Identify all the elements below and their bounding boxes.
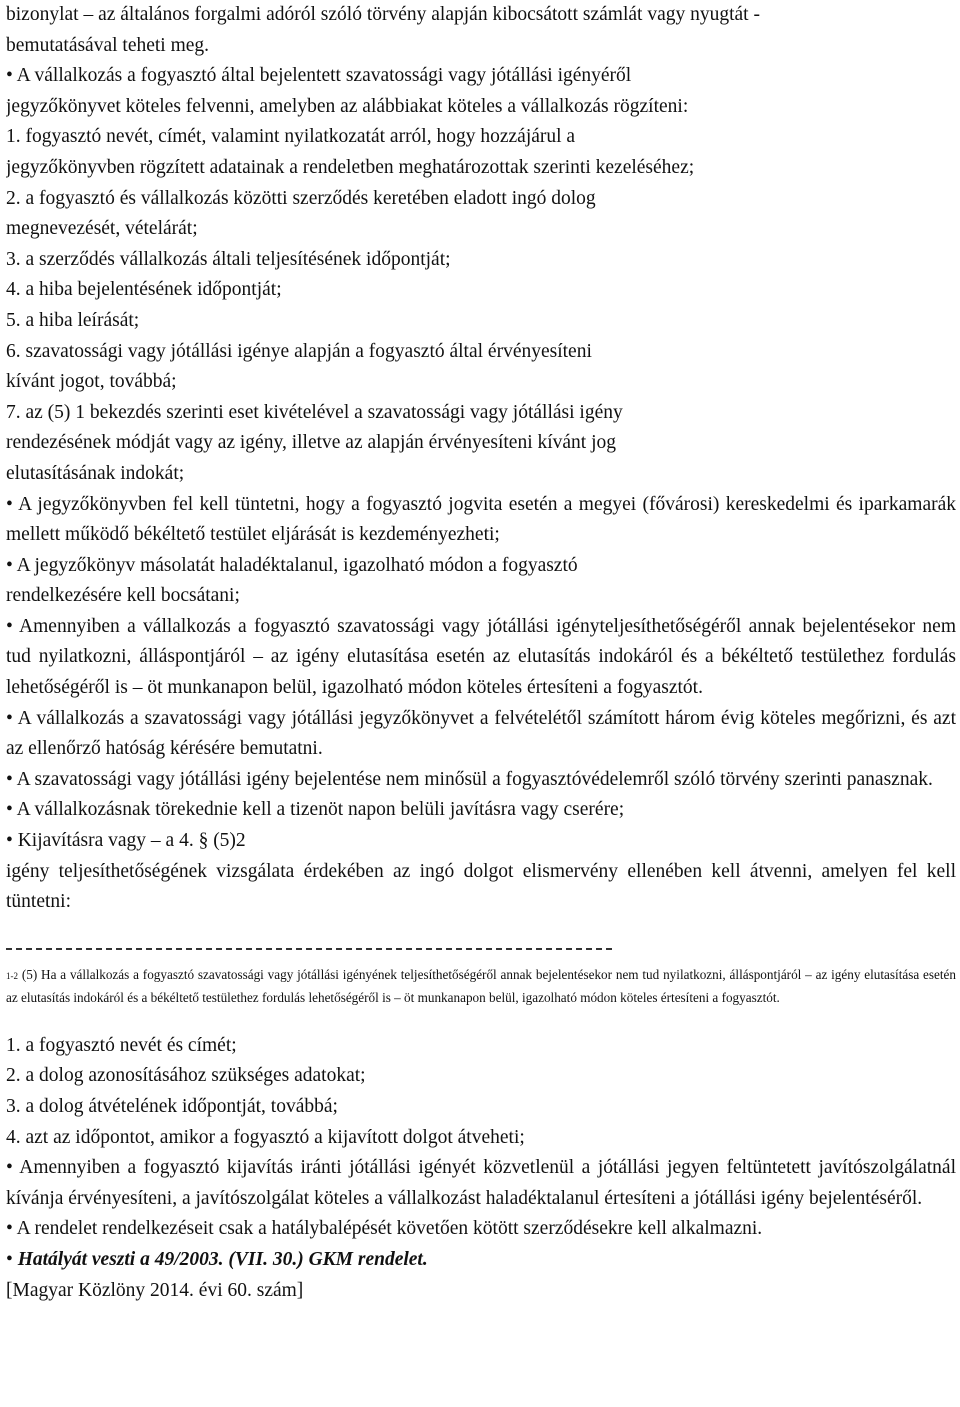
text-line: elutasításának indokát; <box>6 462 185 484</box>
repeal-line <box>6 1245 956 1276</box>
source-citation: [Magyar Közlöny 2014. évi 60. szám] <box>6 1279 304 1301</box>
top-text-block <box>6 0 956 490</box>
bullet-paragraph: • A vállalkozás a szavatossági vagy jótállási jegyzőkönyvet a felvételétől számított három évig köteles megőrizni, és azt az ellenőrző hatóság kérésére bemutatni. <box>6 707 956 760</box>
text-line: kívánt jogot, továbbá; <box>6 371 177 393</box>
footnote <box>6 964 956 1009</box>
text-line: rendezésének módját vagy az igény, illetve az alapján érvényesíteni kívánt jog <box>6 432 617 454</box>
bullet-line: • A vállalkozás a fogyasztó által bejelentett szavatossági vagy jótállási igényéről <box>6 65 632 87</box>
text-line: bizonylat – az általános forgalmi adóról szóló törvény alapján kibocsátott számlát vagy nyugtát - <box>6 4 760 25</box>
bullet-paragraph: • A jegyzőkönyvben fel kell tüntetni, hogy a fogyasztó jogvita esetén a megyei (fővárosi) kereskedelmi és iparkamarák mellett működő békéltető testület eljárását is kezdeményezheti; <box>6 493 956 546</box>
bullet-paragraph: • Amennyiben a vállalkozás a fogyasztó szavatossági vagy jótállási igényteljesíthetőségéről annak bejelentésekor nem tud nyilatkozni, álláspontjáról – az igény elutasítása esetén az elutasítás indokáról és a békéltető testülethez fordulás lehetőségéről is – öt munkanapon belül, igazolható módon köteles értesíteni a fogyasztót. <box>6 615 956 699</box>
bullet-mark: • <box>6 1248 18 1270</box>
bullet-line: • A vállalkozásnak törekednie kell a tizenöt napon belüli javításra vagy cserére; <box>6 799 625 821</box>
footnote-separator <box>6 948 612 950</box>
bullet-block <box>6 490 956 918</box>
text-line: jegyzőkönyvben rögzített adatainak a rendeletben meghatározottak szerinti kezeléséhez; <box>6 156 695 178</box>
list-item-4: 4. a hiba bejelentésének időpontját; <box>6 279 282 301</box>
list-item-2: 2. a fogyasztó és vállalkozás közötti szerződés keretében eladott ingó dolog <box>6 187 596 209</box>
list-item-6: 6. szavatossági vagy jótállási igénye alapján a fogyasztó által érvényesíteni <box>6 340 592 362</box>
list-item-2: 2. a dolog azonosításához szükséges adatokat; <box>6 1065 366 1087</box>
bullet-line: • A jegyzőkönyv másolatát haladéktalanul, igazolható módon a fogyasztó <box>6 554 578 576</box>
bullet-paragraph: • Amennyiben a fogyasztó kijavítás iránti jótállási igényét közvetlenül a jótállási jegyen feltüntetett javítószolgálatnál kívánja érvényesíteni, a javítószolgálat köteles a vállalkozást haladéktalanul értesíteni a jótállási igény bejelentéséről. <box>6 1157 956 1209</box>
text-paragraph: igény teljesíthetőségének vizsgálata érdekében az ingó dolgot elismervény ellenében kell átvenni, amelyen fel kell tüntetni: <box>6 860 956 913</box>
bullet-line: • Kijavításra vagy – a 4. § (5)2 <box>6 830 246 852</box>
text-line: rendelkezésére kell bocsátani; <box>6 585 240 607</box>
text-line: bemutatásával teheti meg. <box>6 34 210 56</box>
text-line: jegyzőkönyvet köteles felvenni, amelyben az alábbiakat köteles a vállalkozás rögzíteni: <box>6 95 689 117</box>
list-item-7: 7. az (5) 1 bekezdés szerinti eset kivételével a szavatossági vagy jótállási igény <box>6 401 623 423</box>
text-line: megnevezését, vételárát; <box>6 218 198 240</box>
repeal-text: Hatályát veszti a 49/2003. (VII. 30.) GKM rendelet. <box>17 1248 428 1270</box>
list-item-5: 5. a hiba leírását; <box>6 309 140 331</box>
footnote-ref: 1-2 <box>6 970 18 981</box>
bullet-paragraph: • A szavatossági vagy jótállási igény bejelentése nem minősül a fogyasztóvédelemről szóló törvény szerinti panasznak. <box>6 768 933 790</box>
list-item-3: 3. a szerződés vállalkozás általi teljesítésének időpontját; <box>6 248 451 270</box>
list-item-4: 4. azt az időpontot, amikor a fogyasztó a kijavított dolgot átveheti; <box>6 1126 525 1148</box>
list-item-3: 3. a dolog átvételének időpontját, továbbá; <box>6 1096 338 1117</box>
list-item-1: 1. fogyasztó nevét, címét, valamint nyilatkozatát arról, hogy hozzájárul a <box>6 126 576 148</box>
bullet-line: • A rendelet rendelkezéseit csak a hatálybalépését követően kötött szerződésekre kell alkalmazni. <box>6 1218 763 1240</box>
bottom-text-block <box>6 1031 956 1306</box>
footnote-text: (5) Ha a vállalkozás a fogyasztó szavatossági vagy jótállási igényének teljesíthetőségéről annak bejelentésekor nem tud nyilatkozni, álláspontjáról – az igény elutasítása esetén az elutasítás indokáról és a békéltető testülethez fordulás lehetőségéről is – öt munkanapon belül, igazolható módon köteles értesíteni a fogyasztót. <box>6 966 956 1006</box>
list-item-1: 1. a fogyasztó nevét és címét; <box>6 1034 237 1056</box>
